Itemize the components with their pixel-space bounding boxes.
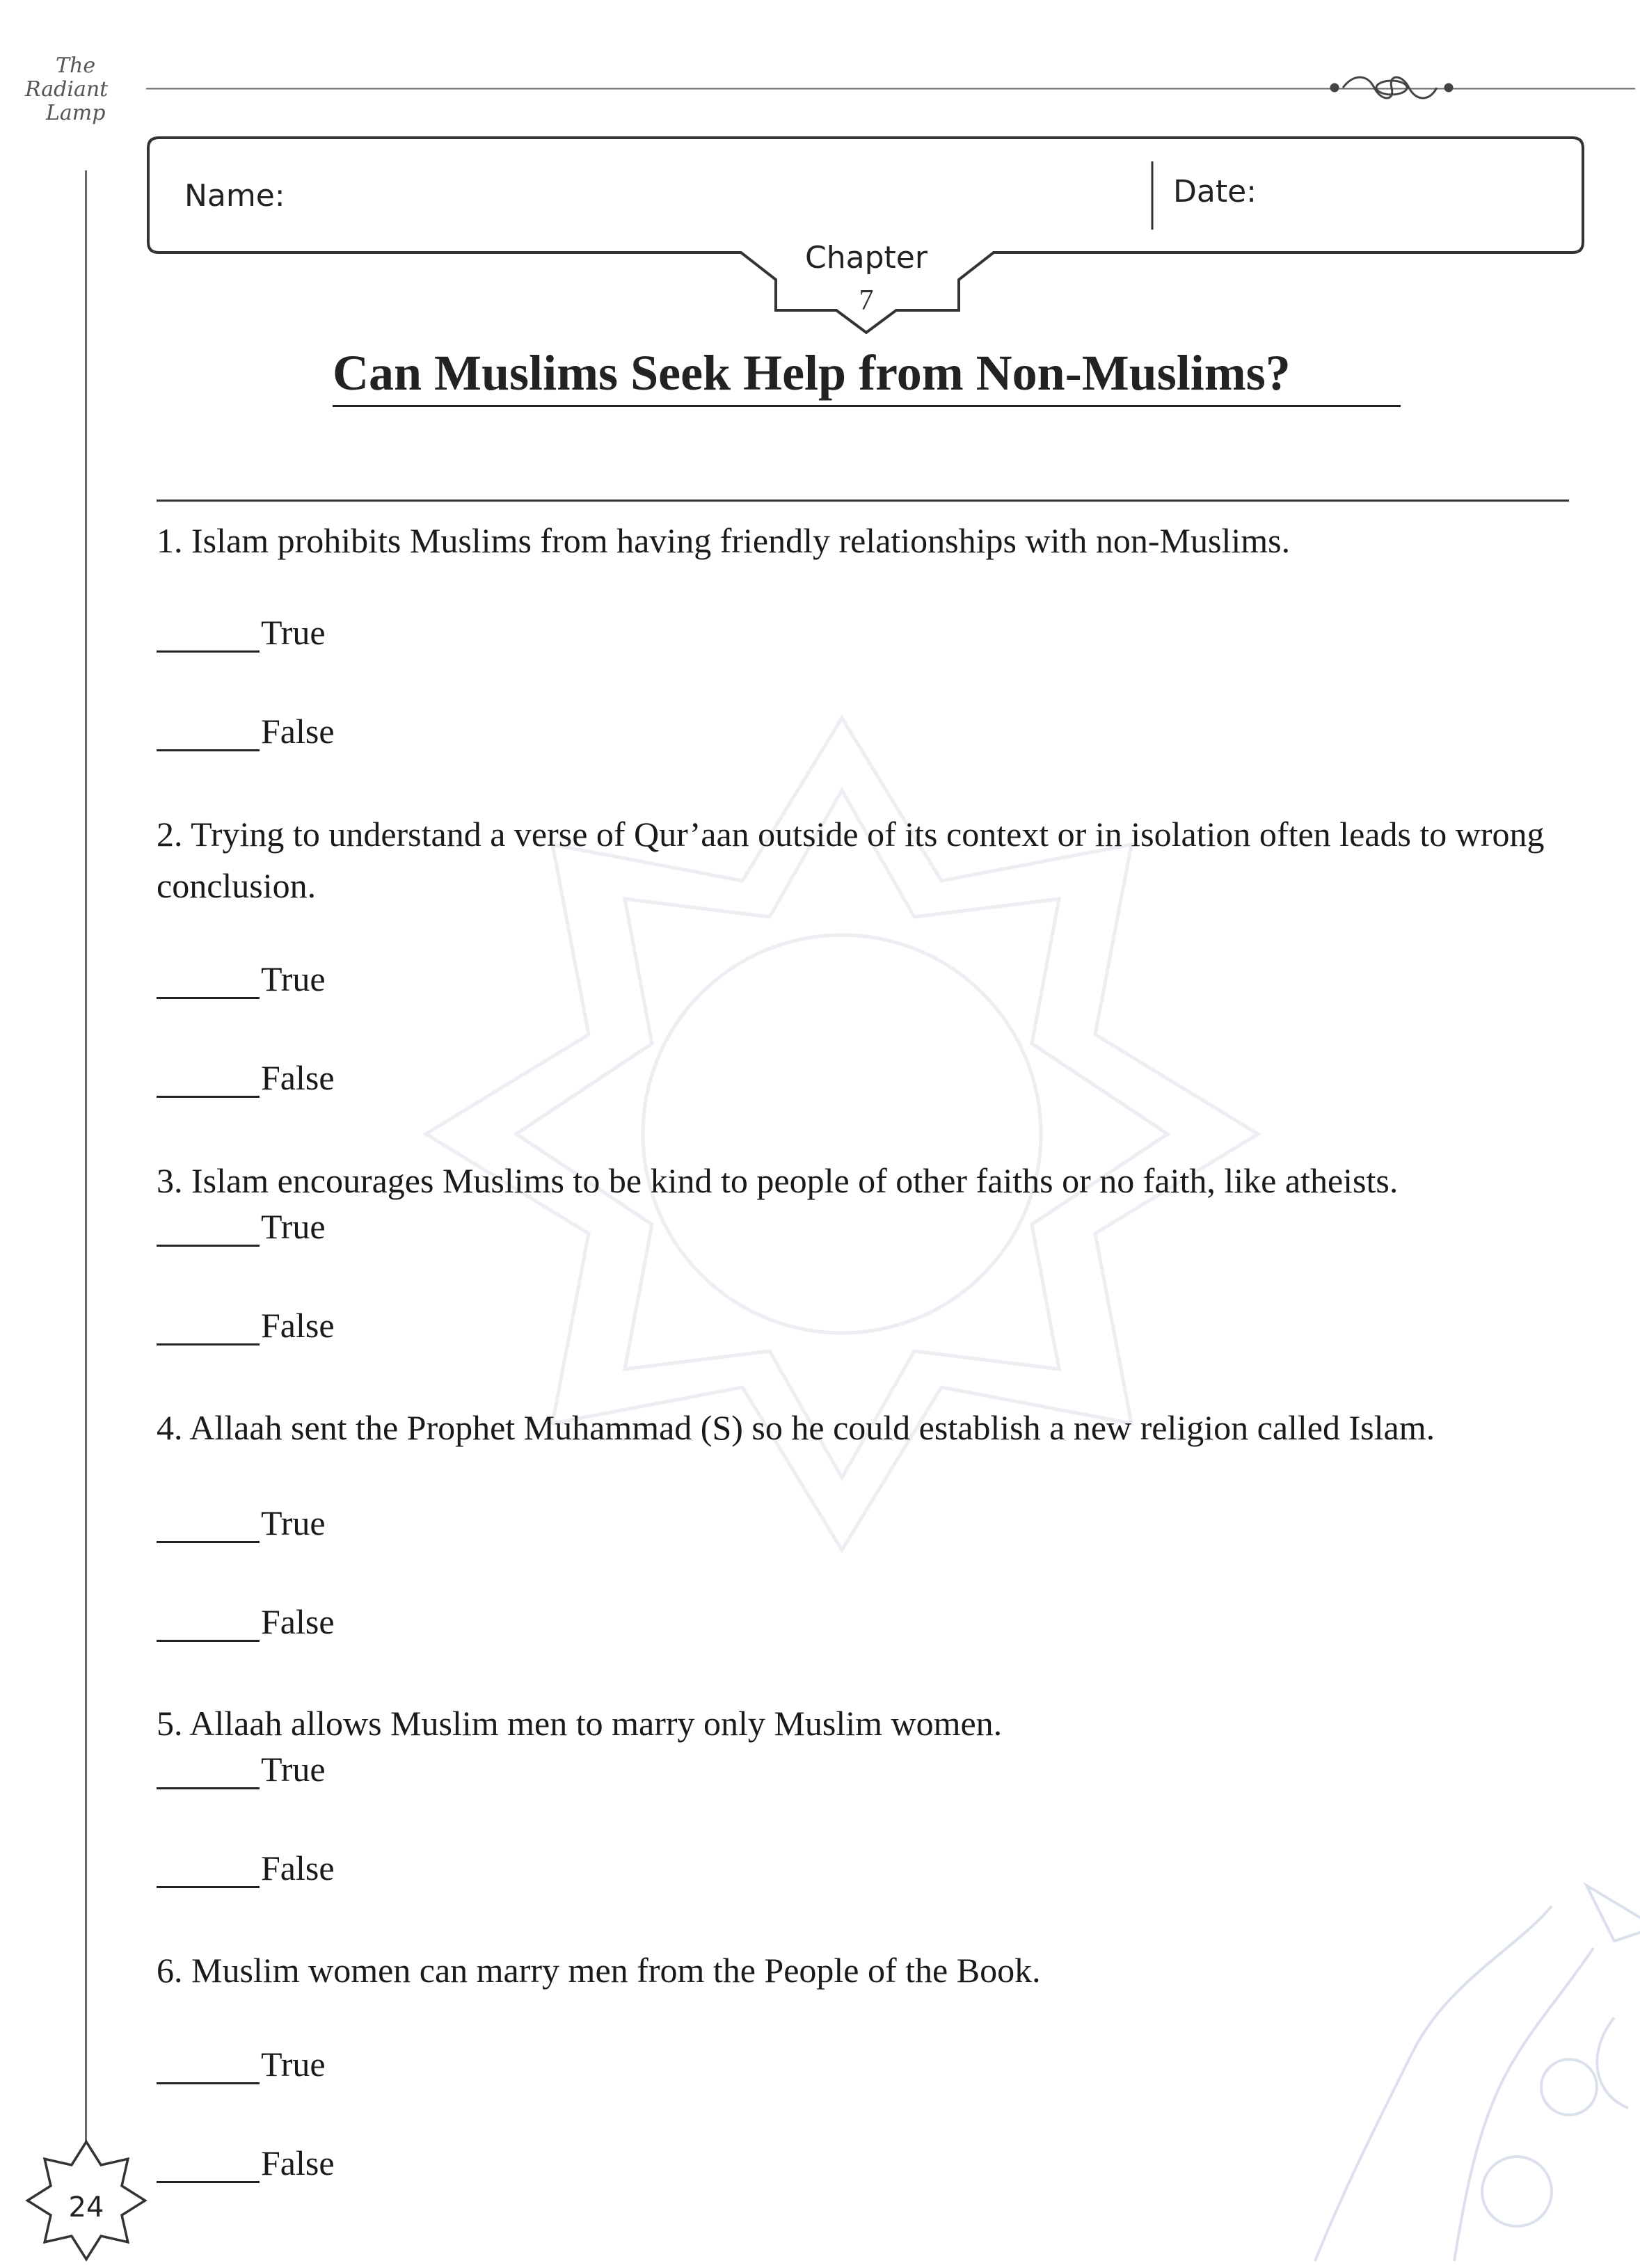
logo-line: The xyxy=(56,54,96,78)
option-label: False xyxy=(261,1058,335,1097)
option-label: True xyxy=(261,2045,326,2084)
answer-blank[interactable] xyxy=(157,1855,260,1888)
corner-ornament xyxy=(1308,1878,1640,2268)
option-label: False xyxy=(261,1602,335,1641)
answer-option[interactable] xyxy=(157,1206,326,1247)
page-title: Can Muslims Seek Help from Non-Muslims? xyxy=(333,344,1401,407)
option-label: False xyxy=(261,1306,335,1345)
name-date-box xyxy=(0,0,1640,334)
date-label: Date: xyxy=(1173,174,1257,209)
answer-option[interactable] xyxy=(157,1057,335,1098)
question-text: 5. Allaah allows Muslim men to marry only Muslim women. xyxy=(157,1704,1003,1743)
option-label: True xyxy=(261,1750,326,1789)
option-label: True xyxy=(261,959,326,998)
answer-option[interactable] xyxy=(157,1602,335,1642)
answer-blank[interactable] xyxy=(157,2052,260,2084)
answer-option[interactable] xyxy=(157,2044,326,2084)
answer-blank[interactable] xyxy=(157,1313,260,1345)
answer-blank[interactable] xyxy=(157,2150,260,2183)
option-label: False xyxy=(261,712,335,751)
answer-option[interactable] xyxy=(157,711,335,751)
answer-blank[interactable] xyxy=(157,620,260,653)
chapter-number: 7 xyxy=(859,285,874,317)
answer-option[interactable] xyxy=(157,612,326,653)
question-text: 3. Islam encourages Muslims to be kind to people of other faiths or no faith, like atheists. xyxy=(157,1161,1399,1200)
answer-blank[interactable] xyxy=(157,1510,260,1543)
question-text: 6. Muslim women can marry men from the People of the Book. xyxy=(157,1951,1041,1990)
answer-option[interactable] xyxy=(157,1749,326,1789)
answer-blank[interactable] xyxy=(157,719,260,751)
option-label: True xyxy=(261,613,326,652)
answer-option[interactable] xyxy=(157,1848,335,1888)
page-number: 24 xyxy=(68,2191,104,2223)
answer-blank[interactable] xyxy=(157,1214,260,1247)
name-label: Name: xyxy=(184,178,285,214)
answer-blank[interactable] xyxy=(157,1609,260,1642)
left-margin-rule xyxy=(85,170,87,2153)
answer-option[interactable] xyxy=(157,2143,335,2183)
divider xyxy=(157,500,1569,502)
answer-blank[interactable] xyxy=(157,1757,260,1789)
option-label: False xyxy=(261,1848,335,1887)
question-text: 4. Allaah sent the Prophet Muhammad (S) so he could establish a new religion called Islam. xyxy=(157,1408,1435,1447)
answer-option[interactable] xyxy=(157,1305,335,1345)
option-label: True xyxy=(261,1503,326,1542)
option-label: True xyxy=(261,1207,326,1246)
answer-blank[interactable] xyxy=(157,966,260,999)
question-text: 2. Trying to understand a verse of Qur’aan outside of its context or in isolation often leads to wrong conclusion. xyxy=(157,815,1545,905)
chapter-label: Chapter xyxy=(805,240,928,275)
answer-option[interactable] xyxy=(157,959,326,999)
option-label: False xyxy=(261,2143,335,2182)
answer-blank[interactable] xyxy=(157,1065,260,1098)
logo-line: Radiant xyxy=(25,77,109,102)
logo-line: Lamp xyxy=(46,101,106,125)
question-text: 1. Islam prohibits Muslims from having friendly relationships with non-Muslims. xyxy=(157,521,1291,560)
answer-option[interactable] xyxy=(157,1503,326,1543)
